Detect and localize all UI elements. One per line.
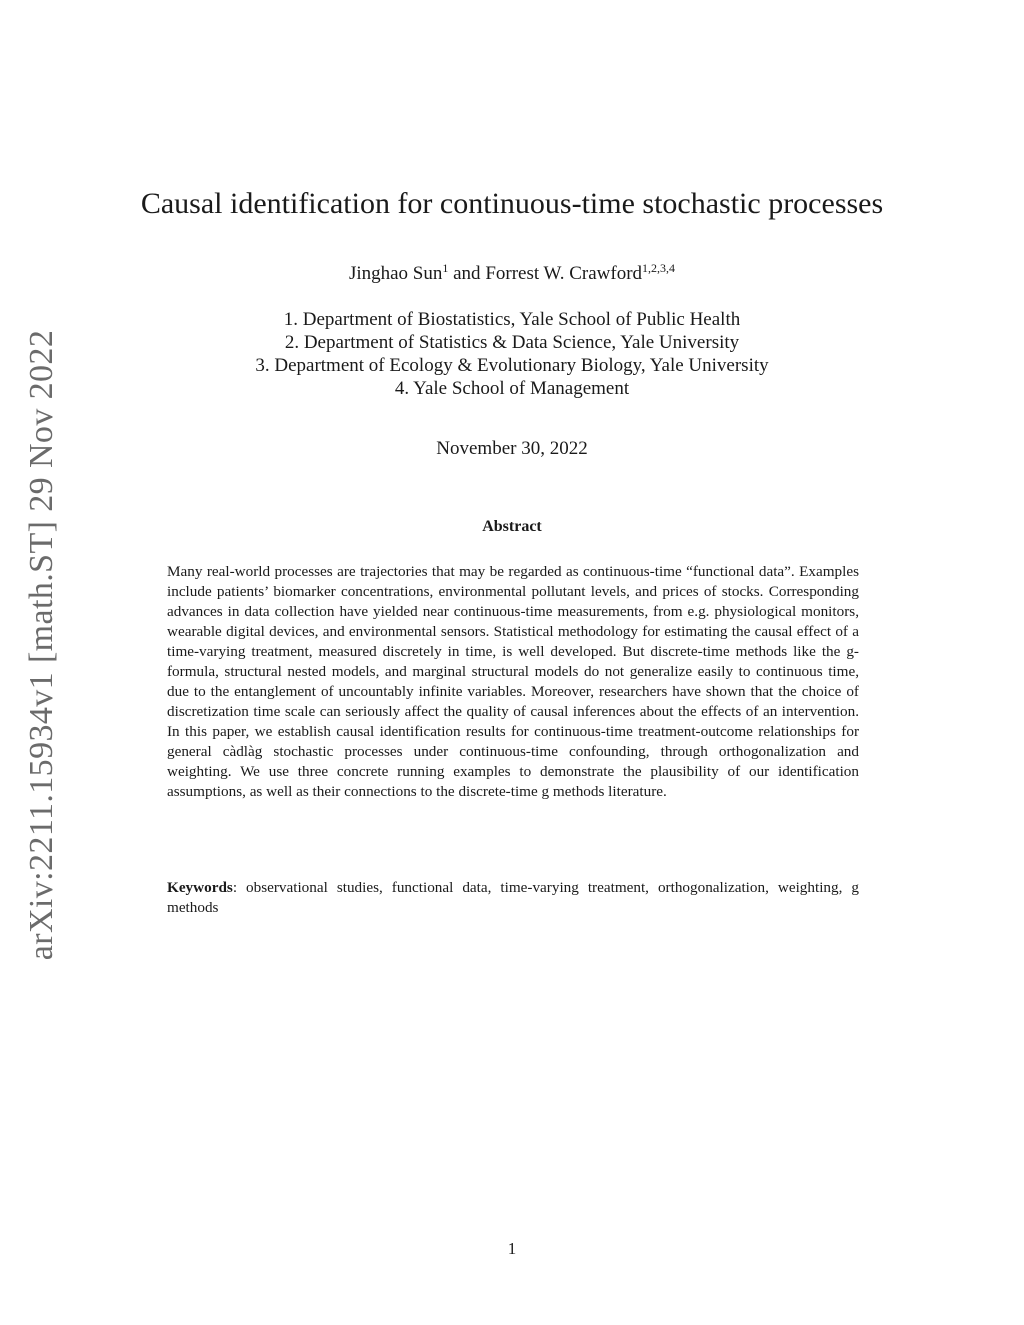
author-joiner: and (448, 263, 486, 284)
author-name: Forrest W. Crawford (485, 263, 643, 284)
affiliation: 2. Department of Statistics & Data Science, Yale University (284, 332, 740, 353)
abstract-heading: Abstract (482, 518, 542, 535)
arxiv-identifier: arXiv:2211.15934v1 [math.ST] 29 Nov 2022 (23, 329, 60, 961)
affiliation-list (0, 308, 1024, 400)
author-list (0, 262, 1024, 286)
page-number: 1 (507, 1239, 517, 1258)
author-name: Jinghao Sun (348, 263, 443, 284)
paper-title: Causal identification for continuous-time stochastic processes (140, 187, 884, 220)
keywords-text: : observational studies, functional data, time-varying treatment, orthogonalization, weighting, g methods (167, 879, 859, 916)
abstract-text: Many real-world processes are trajectories that may be regarded as continuous-time “functional data”. Examples include patients’ biomarker concentrations, environmental pollutant levels, and prices of stocks. Corresponding advances in data collection have yielded near continuous-time measurements, from e.g. physiological monitors, wearable digital devices, and environmental sensors. Statistical methodology for estimating the causal effect of a time-varying treatment, measured discretely in time, is well developed. But discrete-time methods like the g-formula, structural nested models, and marginal structural models do not generalize easily to continuous time, due to the entanglement of uncountably infinite variables. Moreover, researchers have shown that the choice of discretization time scale can seriously affect the quality of causal inferences about the effects of an intervention. In this paper, we establish causal identification results for continuous-time treatment-outcome relationships for general càdlàg stochastic processes under continuous-time confounding, through orthogonalization and weighting. We use three concrete running examples to demonstrate the plausibility of our identification assumptions, as well as their connections to the discrete-time g methods literature. (167, 563, 859, 800)
keywords-label: Keywords (167, 879, 233, 896)
affiliation: 3. Department of Ecology & Evolutionary Biology, Yale University (255, 355, 769, 376)
publication-date: November 30, 2022 (436, 438, 588, 459)
author-affiliation-marks: 1,2,3,4 (642, 261, 676, 275)
author-affiliation-marks: 1 (442, 261, 449, 275)
affiliation: 1. Department of Biostatistics, Yale School of Public Health (283, 309, 741, 330)
keywords-paragraph (167, 878, 859, 918)
affiliation: 4. Yale School of Management (394, 378, 630, 399)
